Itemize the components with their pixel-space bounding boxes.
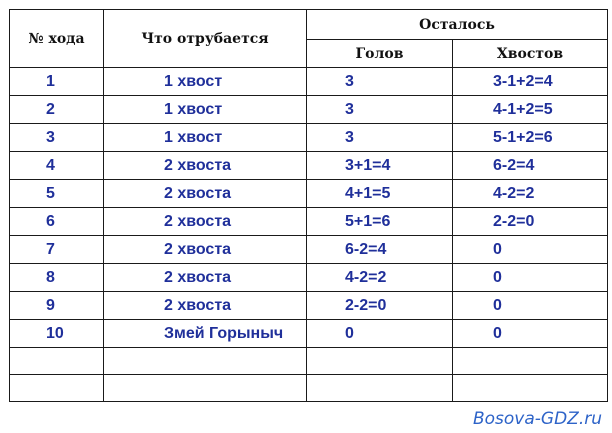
move-number-cell: 3 <box>10 124 104 152</box>
site-watermark: Bosova-GDZ.ru <box>472 409 602 429</box>
heads-cell: 0 <box>307 320 453 348</box>
header-what-cut: Что отрубается <box>104 10 307 68</box>
tails-cell: 3-1+2=4 <box>453 68 608 96</box>
what-cut-cell: 2 хвоста <box>104 180 307 208</box>
table-row <box>10 124 608 152</box>
move-number-cell <box>10 375 104 402</box>
what-cut-cell: 2 хвоста <box>104 152 307 180</box>
table-row <box>10 292 608 320</box>
tails-cell: 0 <box>453 320 608 348</box>
tails-cell <box>453 348 608 375</box>
heads-cell: 6-2=4 <box>307 236 453 264</box>
move-number-cell: 4 <box>10 152 104 180</box>
what-cut-cell <box>104 348 307 375</box>
move-number-cell: 8 <box>10 264 104 292</box>
move-number-cell: 1 <box>10 68 104 96</box>
table-row <box>10 208 608 236</box>
tails-cell: 0 <box>453 264 608 292</box>
tails-cell: 4-1+2=5 <box>453 96 608 124</box>
table-row <box>10 375 608 402</box>
move-number-cell <box>10 348 104 375</box>
heads-cell: 4-2=2 <box>307 264 453 292</box>
heads-cell <box>307 348 453 375</box>
heads-cell: 2-2=0 <box>307 292 453 320</box>
table-row <box>10 152 608 180</box>
move-number-cell: 9 <box>10 292 104 320</box>
header-move-number: № хода <box>10 10 104 68</box>
header-remaining: Осталось <box>307 10 608 40</box>
what-cut-cell: 1 хвост <box>104 96 307 124</box>
table-row <box>10 96 608 124</box>
table-row <box>10 320 608 348</box>
table-row <box>10 68 608 96</box>
table-row <box>10 180 608 208</box>
tails-cell: 0 <box>453 292 608 320</box>
heads-cell: 3 <box>307 124 453 152</box>
what-cut-cell: 2 хвоста <box>104 236 307 264</box>
what-cut-cell: 2 хвоста <box>104 292 307 320</box>
move-number-cell: 6 <box>10 208 104 236</box>
move-number-cell: 5 <box>10 180 104 208</box>
tails-cell: 0 <box>453 236 608 264</box>
what-cut-cell: 1 хвост <box>104 124 307 152</box>
heads-cell: 3+1=4 <box>307 152 453 180</box>
table-body <box>10 68 608 402</box>
move-number-cell: 7 <box>10 236 104 264</box>
what-cut-cell <box>104 375 307 402</box>
header-tails: Хвостов <box>453 40 608 68</box>
header-heads: Голов <box>307 40 453 68</box>
heads-cell: 3 <box>307 68 453 96</box>
table-row <box>10 264 608 292</box>
what-cut-cell: 2 хвоста <box>104 208 307 236</box>
tails-cell: 5-1+2=6 <box>453 124 608 152</box>
what-cut-cell: 2 хвоста <box>104 264 307 292</box>
move-number-cell: 10 <box>10 320 104 348</box>
heads-cell: 3 <box>307 96 453 124</box>
move-number-cell: 2 <box>10 96 104 124</box>
tails-cell: 6-2=4 <box>453 152 608 180</box>
tails-cell: 4-2=2 <box>453 180 608 208</box>
what-cut-cell: Змей Горыныч <box>104 320 307 348</box>
tails-cell: 2-2=0 <box>453 208 608 236</box>
heads-cell: 5+1=6 <box>307 208 453 236</box>
what-cut-cell: 1 хвост <box>104 68 307 96</box>
tails-cell <box>453 375 608 402</box>
table-row <box>10 236 608 264</box>
moves-table <box>9 9 608 402</box>
heads-cell <box>307 375 453 402</box>
heads-cell: 4+1=5 <box>307 180 453 208</box>
table-row <box>10 348 608 375</box>
